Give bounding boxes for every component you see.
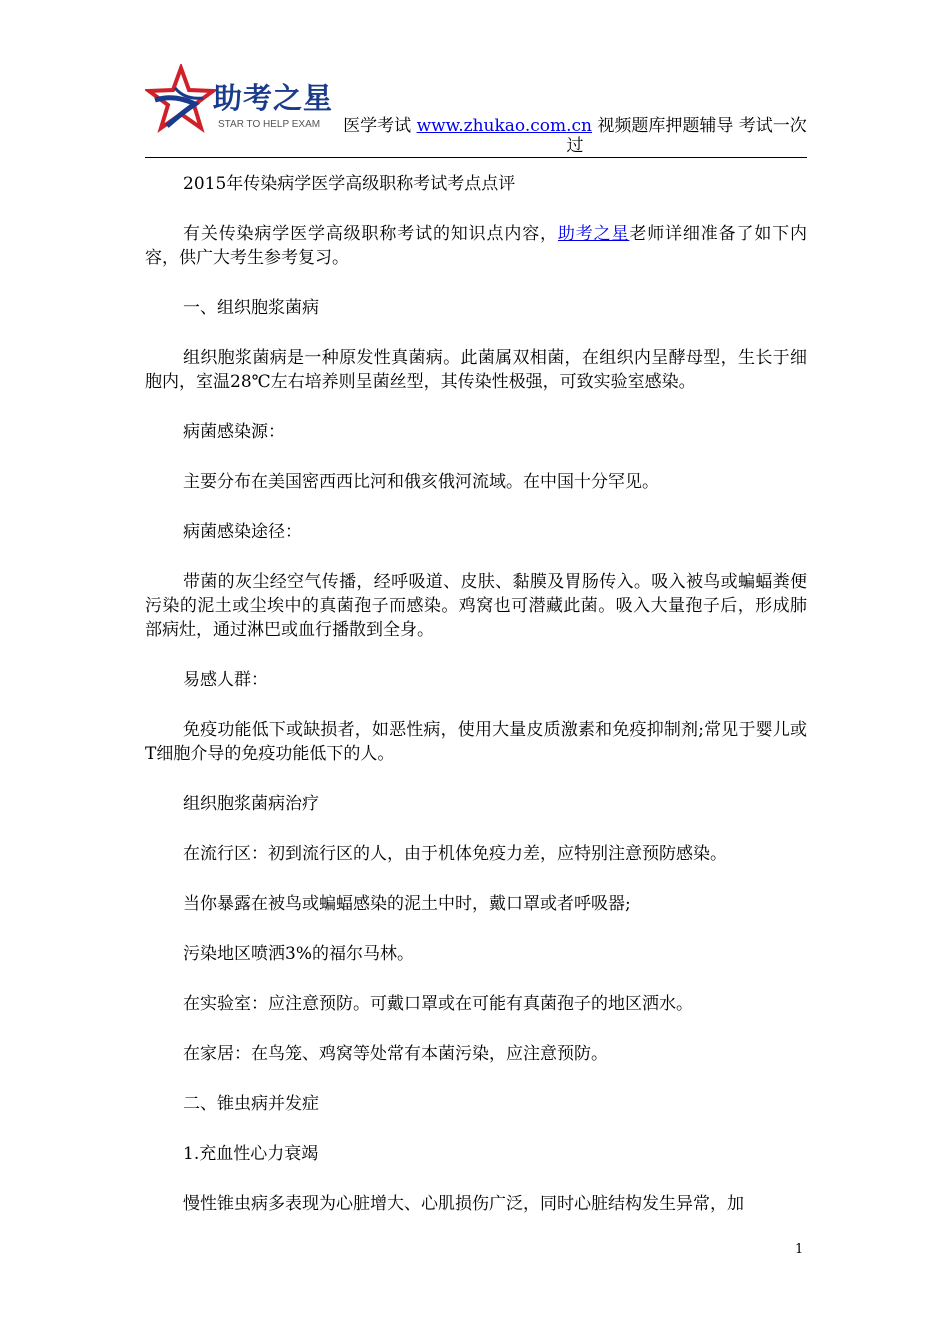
- header-text-after: 视频题库押题辅导 考试一次过: [566, 116, 807, 156]
- header-divider: [145, 157, 807, 158]
- site-link[interactable]: www.zhukao.com.cn: [416, 116, 592, 136]
- body-paragraph: 带菌的灰尘经空气传播，经呼吸道、皮肤、黏膜及胃肠传入。吸入被鸟或蝙蝠粪便污染的泥土或尘埃中的真菌孢子而感染。鸡窝也可潜藏此菌。吸入大量孢子后，形成肺部病灶，通过淋巴或血行播散到全身。: [145, 572, 807, 640]
- document-body: [145, 172, 807, 1216]
- body-paragraph: 污染地区喷洒3%的福尔马林。: [183, 944, 414, 964]
- body-paragraph: 当你暴露在被鸟或蝙蝠感染的泥土中时，戴口罩或者呼吸器;: [183, 894, 631, 914]
- body-paragraph: 在流行区：初到流行区的人，由于机体免疫力差，应特别注意预防感染。: [183, 844, 727, 864]
- intro-text-after: 老师详细准备了如下内容，供广大考生参考复习。: [145, 224, 808, 268]
- document-title: 2015年传染病学医学高级职称考试考点点评: [183, 174, 516, 194]
- body-paragraph: 主要分布在美国密西西比河和俄亥俄河流域。在中国十分罕见。: [183, 472, 659, 492]
- header-text-before: 医学考试: [343, 116, 417, 136]
- zhukao-logo[interactable]: [145, 62, 345, 132]
- subheading: 1.充血性心力衰竭: [183, 1144, 319, 1164]
- subheading: 组织胞浆菌病治疗: [183, 794, 319, 814]
- subheading: 病菌感染源：: [183, 422, 285, 442]
- subheading: 易感人群：: [183, 670, 268, 690]
- header-tagline: [340, 116, 810, 156]
- logo-chinese-name: 助考之星: [213, 81, 334, 115]
- intro-link[interactable]: 助考之星: [557, 224, 630, 244]
- body-paragraph: 在实验室：应注意预防。可戴口罩或在可能有真菌孢子的地区洒水。: [183, 994, 693, 1014]
- body-paragraph: 在家居：在鸟笼、鸡窝等处常有本菌污染，应注意预防。: [183, 1044, 608, 1064]
- section-heading: 一、组织胞浆菌病: [183, 298, 319, 318]
- page-number: 1: [795, 1242, 804, 1257]
- logo-english-name: STAR TO HELP EXAM: [218, 119, 321, 130]
- intro-paragraph: [145, 222, 807, 270]
- intro-text-before: 有关传染病学医学高级职称考试的知识点内容，: [183, 224, 558, 244]
- page-header: [145, 62, 807, 158]
- body-paragraph: 组织胞浆菌病是一种原发性真菌病。此菌属双相菌，在组织内呈酵母型，生长于细胞内，室温28℃左右培养则呈菌丝型，其传染性极强，可致实验室感染。: [145, 348, 807, 392]
- body-paragraph: 慢性锥虫病多表现为心脏增大、心肌损伤广泛，同时心脏结构发生异常，加: [183, 1194, 744, 1214]
- section-heading: 二、锥虫病并发症: [183, 1094, 319, 1114]
- star-logo-icon: [145, 64, 217, 134]
- subheading: 病菌感染途径：: [183, 522, 302, 542]
- body-paragraph: 免疫功能低下或缺损者，如恶性病，使用大量皮质激素和免疫抑制剂;常见于婴儿或T细胞介导的免疫功能低下的人。: [145, 720, 807, 764]
